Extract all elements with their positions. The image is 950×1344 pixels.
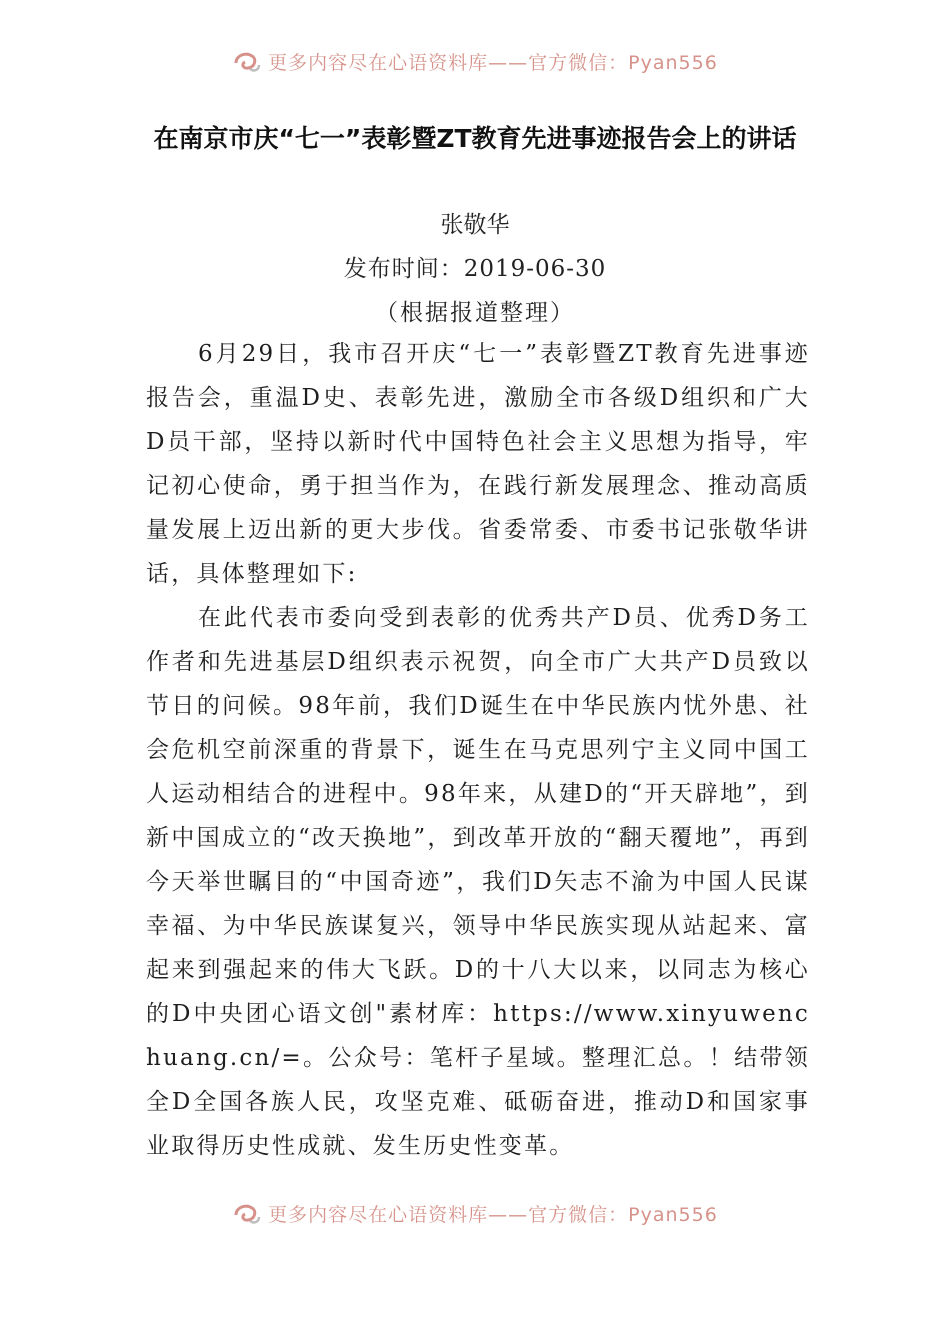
page-title: 在南京市庆“七一”表彰暨ZT教育先进事迹报告会上的讲话 xyxy=(153,124,797,153)
watermark-text: 更多内容尽在心语资料库——官方微信：Pyan556 xyxy=(268,1204,718,1226)
header-watermark xyxy=(0,52,950,82)
publish-date: 发布时间：2019-06-30 xyxy=(343,256,607,282)
paragraph: 6月29日，我市召开庆“七一”表彰暨ZT教育先进事迹报告会，重温D史、表彰先进，激励全市各级D组织和广大D员干部，坚持以新时代中国特色社会主义思想为指导，牢记初心使命，勇于担当作为，在践行新发展理念、推动高质量发展上迈出新的更大步伐。省委常委、市委书记张敬华讲话，具体整理如下: xyxy=(146,341,810,587)
watermark-text: 更多内容尽在心语资料库——官方微信：Pyan556 xyxy=(268,52,718,74)
footer-watermark xyxy=(0,1204,950,1234)
paragraph: 在此代表市委向受到表彰的优秀共产D员、优秀D务工作者和先进基层D组织表示祝贺，向全市广大共产D员致以节日的问候。98年前，我们D诞生在中华民族内忧外患、社会危机空前深重的背景下，诞生在马克思列宁主义同中国工人运动相结合的进程中。98年来，从建D的“开天辟地”，到新中国成立的“改天换地”，到改革开放的“翻天覆地”，再到今天举世瞩目的“中国奇迹”，我们D矢志不渝为中国人民谋幸福、为中华民族谋复兴，领导中华民族实现从站起来、富起来到强起来的伟大飞跃。D的十八大以来，以同志为核心的D中央团心语文创"素材库：https://www.xinyuwenchuang.cn/=。公众号：笔杆子星域。整理汇总。！结带领全D全国各族人民，攻坚克难、砥砺奋进，推动D和国家事业取得历史性成就、发生历史性变革。 xyxy=(146,605,810,1159)
article-body xyxy=(146,332,810,1168)
source-note: （根据报道整理） xyxy=(375,300,575,326)
swirl-logo-icon xyxy=(232,52,262,75)
author-name: 张敬华 xyxy=(440,212,510,238)
swirl-logo-icon xyxy=(232,1204,262,1227)
